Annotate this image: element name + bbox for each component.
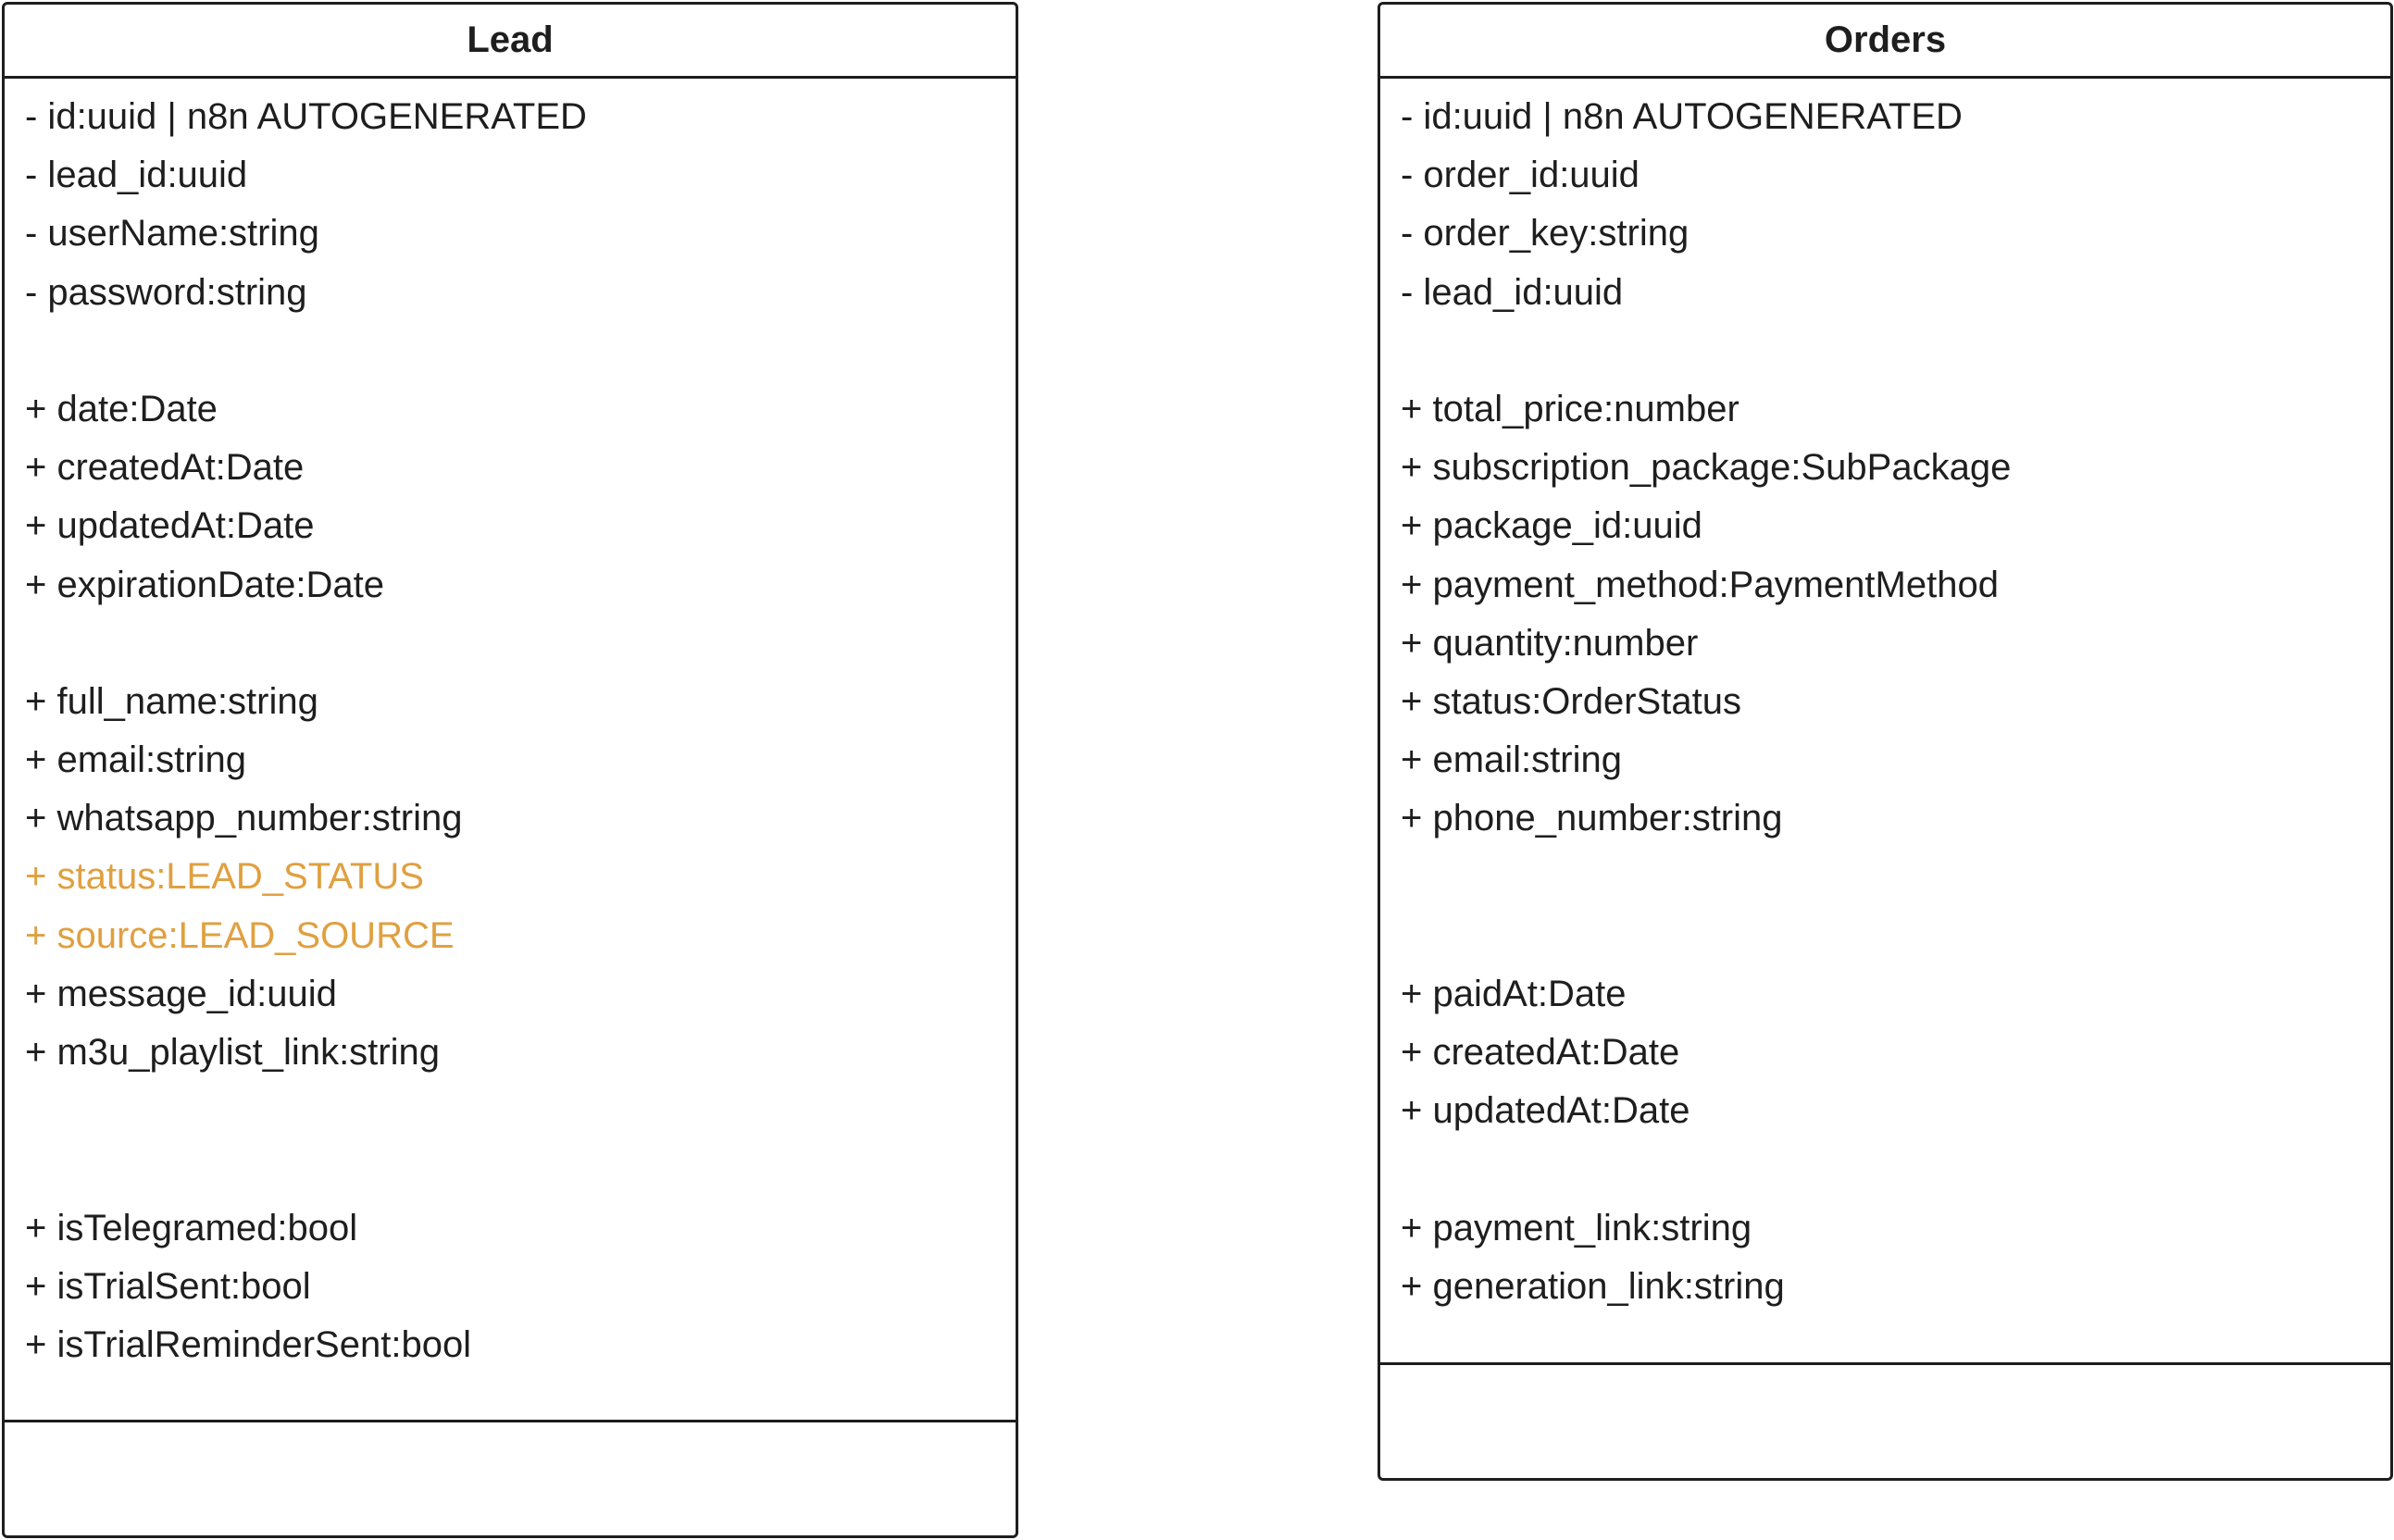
lead-attributes-section [5,79,1016,1422]
lead-methods-section [5,1422,1016,1534]
orders-attr-spacer [1401,1140,2390,1198]
lead-attr-id: - id:uuid | n8n AUTOGENERATED [25,96,587,137]
orders-attr-subscription-package: + subscription_package:SubPackage [1401,447,2012,489]
lead-attr-password: - password:string [25,271,307,313]
orders-attr-package-id: + package_id:uuid [1401,505,1702,547]
lead-attr-spacer [25,322,1016,380]
lead-attr-lead-id: - lead_id:uuid [25,155,248,196]
orders-methods-section [1380,1365,2390,1476]
lead-attr-whatsapp-number: + whatsapp_number:string [25,798,463,839]
lead-attr-is-trial-reminder-sent: + isTrialReminderSent:bool [25,1323,472,1365]
orders-class-title: Orders [1380,5,2390,79]
lead-class-title: Lead [5,5,1016,79]
orders-attr-email: + email:string [1401,739,1622,781]
lead-attr-message-id: + message_id:uuid [25,973,337,1014]
lead-attr-updated-at: + updatedAt:Date [25,505,315,547]
orders-attr-quantity: + quantity:number [1401,622,1699,664]
orders-attr-spacer [1401,848,2390,906]
orders-attr-spacer [1401,322,2390,380]
lead-attr-created-at: + createdAt:Date [25,447,305,489]
lead-attr-expiration-date: + expirationDate:Date [25,564,385,605]
lead-attr-source: + source:LEAD_SOURCE [25,914,455,956]
orders-attr-id: - id:uuid | n8n AUTOGENERATED [1401,96,1963,137]
orders-attr-generation-link: + generation_link:string [1401,1265,1785,1307]
orders-attr-updated-at: + updatedAt:Date [1401,1090,1690,1132]
lead-attr-spacer [25,1082,1016,1140]
orders-attr-phone-number: + phone_number:string [1401,798,1783,839]
lead-attr-full-name: + full_name:string [25,680,318,722]
orders-attr-order-key: - order_key:string [1401,213,1690,255]
orders-attr-payment-method: + payment_method:PaymentMethod [1401,564,1999,605]
lead-attr-m3u-playlist-link: + m3u_playlist_link:string [25,1032,440,1073]
orders-attr-created-at: + createdAt:Date [1401,1032,1680,1073]
lead-attr-is-trial-sent: + isTrialSent:bool [25,1265,311,1307]
orders-attr-status: + status:OrderStatus [1401,680,1741,722]
orders-attr-total-price: + total_price:number [1401,388,1739,429]
orders-attr-payment-link: + payment_link:string [1401,1207,1752,1248]
orders-attr-lead-id: - lead_id:uuid [1401,271,1624,313]
lead-class-box[interactable] [2,2,1018,1538]
orders-attr-spacer [1401,907,2390,965]
lead-attr-date: + date:Date [25,388,218,429]
lead-attr-spacer [25,615,1016,673]
orders-attr-paid-at: + paidAt:Date [1401,973,1627,1014]
lead-attr-username: - userName:string [25,213,319,255]
lead-attr-status: + status:LEAD_STATUS [25,856,424,898]
lead-attr-spacer [25,1140,1016,1198]
orders-attributes-section [1380,79,2390,1365]
lead-attr-is-telegramed: + isTelegramed:bool [25,1207,358,1248]
orders-class-box[interactable] [1378,2,2393,1481]
lead-attr-email: + email:string [25,739,246,781]
orders-attr-order-id: - order_id:uuid [1401,155,1640,196]
